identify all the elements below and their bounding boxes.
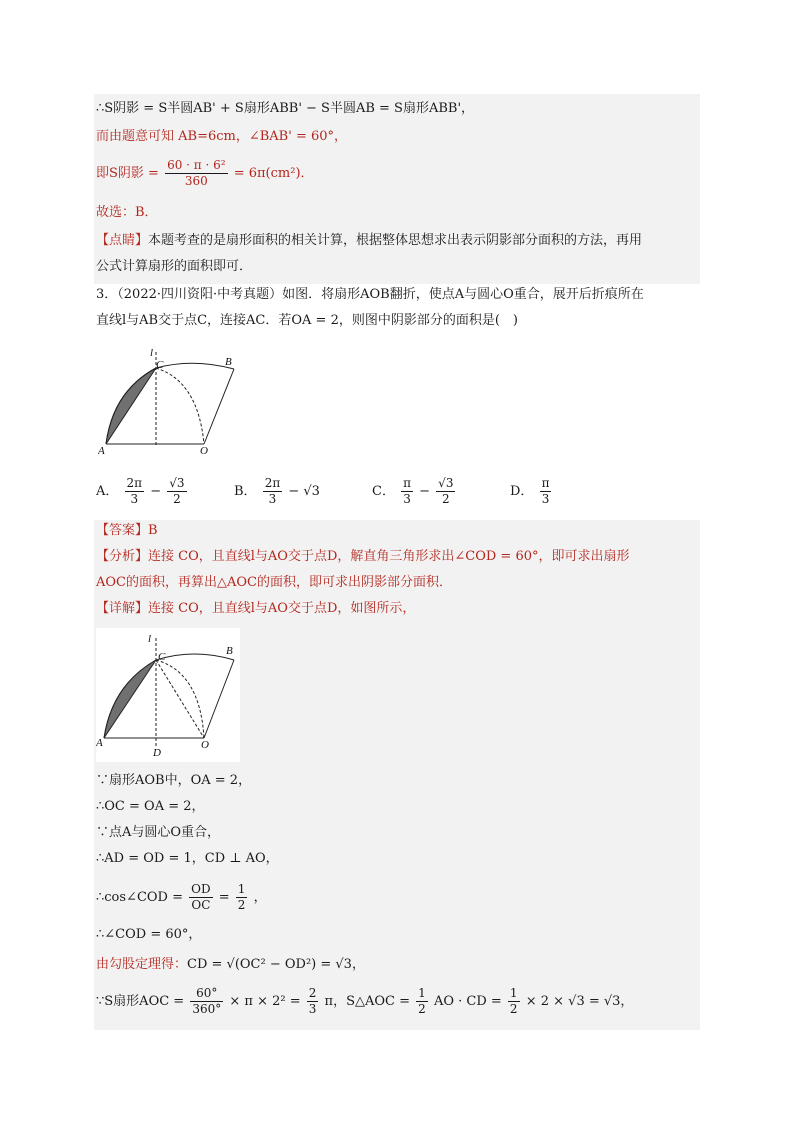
step-8-d1: 360° [192, 1002, 222, 1016]
detail-text-1: 连接 CO，且直线l与AO交于点D，如图所示， [148, 601, 416, 616]
option-B [234, 476, 320, 507]
option-D-frac [540, 476, 552, 507]
prev-fraction-num: 60 · π · 6² [167, 158, 226, 172]
question-line-2: 直线l与AB交于点C，连接AC．若OA = 2，则图中阴影部分的面积是( ) [96, 313, 518, 328]
label2-l: l [148, 633, 152, 645]
label-O: O [200, 445, 208, 457]
option-B-den: 3 [268, 492, 277, 506]
analysis-line-1 [96, 548, 630, 566]
shaded-segment [106, 368, 156, 444]
step-8 [96, 986, 633, 1018]
label2-C: C [158, 651, 166, 663]
label2-A: A [96, 737, 103, 749]
step-8-d3: 2 [418, 1002, 426, 1016]
prev-comment-line-2: 公式计算扇形的面积即可． [96, 259, 253, 274]
option-C-label: C． [372, 484, 395, 499]
step-8-d2: 3 [308, 1002, 317, 1016]
option-B-frac [263, 476, 283, 507]
label-l: l [150, 347, 154, 359]
step-8-frac1 [190, 986, 223, 1017]
comment-text: 本题考查的是扇形面积的相关计算，根据整体思想求出表示阴影部分面积的方法，再用 [148, 233, 643, 248]
step-7 [96, 956, 365, 974]
label2-B: B [226, 645, 233, 657]
prev-formula-result: = 6π(cm²)． [233, 166, 314, 181]
shaded-segment-2 [104, 660, 156, 738]
step-5-num2: 1 [237, 882, 246, 896]
label2-O: O [201, 739, 209, 751]
option-C-frac1 [401, 476, 413, 507]
step-5-frac1 [189, 882, 212, 913]
analysis-text-1: 连接 CO，且直线l与AO交于点D，解直角三角形求出∠COD = 60°，即可求出扇形 [148, 549, 630, 564]
step-7-text: CD = √(OC² − OD²) = √3， [187, 957, 365, 972]
option-A-num: 2π [126, 476, 143, 490]
label-B: B [225, 356, 232, 368]
prev-line-2: 而由题意可知 AB=6cm，∠BAB' = 60°， [96, 129, 348, 144]
step-8-n4: 1 [509, 986, 518, 1000]
step-5-prefix: ∴cos∠COD = [96, 890, 183, 905]
option-B-num: 2π [264, 476, 281, 490]
option-A-label: A． [96, 484, 119, 499]
analysis-line-2: AOC的面积，再算出△AOC的面积，即可求出阴影部分面积． [96, 575, 452, 590]
step-8-frac2 [307, 986, 319, 1017]
step-8-mid2: π，S△AOC = [324, 994, 411, 1009]
prev-fraction [165, 158, 228, 189]
radius-OB [204, 369, 234, 444]
option-C [372, 476, 457, 507]
step-5-post: ， [253, 890, 267, 905]
step-3: ∵点A与圆心O重合， [96, 825, 221, 840]
option-A-den: 3 [130, 492, 139, 506]
step-5-den: OC [191, 898, 211, 912]
label-A: A [98, 445, 105, 457]
answer-value: B [148, 523, 158, 538]
option-D-den: 3 [541, 492, 550, 506]
detail-tag: 【详解】 [96, 601, 149, 616]
step-1: ∵扇形AOB中，OA = 2， [96, 773, 252, 788]
option-C-den: 3 [403, 492, 411, 506]
option-D-label: D． [510, 484, 534, 499]
prev-line-3 [96, 158, 314, 190]
prev-line-1: ∴S阴影 = S半圆AB' + S扇形ABB' − S半圆AB = S扇形ABB'， [96, 101, 475, 116]
option-A-minus: − [150, 484, 162, 499]
option-D [510, 476, 553, 507]
option-A-frac1 [125, 476, 145, 507]
radius-OB-2 [204, 660, 234, 738]
step-8-end: × 2 × √3 = √3， [525, 994, 634, 1009]
step-8-prefix: ∵S扇形AOC = [96, 994, 185, 1009]
prev-fraction-den: 360 [184, 174, 208, 188]
option-A-den2: 2 [173, 492, 181, 506]
question-line-1: 3．（2022·四川资阳·中考真题）如图．将扇形AOB翻折，使点A与圆心O重合，展开后折痕所在 [96, 287, 644, 302]
step-6: ∴∠COD = 60°， [96, 927, 202, 942]
option-C-num: π [403, 476, 411, 490]
prev-comment-line [96, 232, 642, 250]
option-C-num2: √3 [438, 476, 454, 490]
step-5-frac2 [236, 882, 248, 913]
option-A [96, 476, 189, 507]
label-C: C [156, 359, 164, 371]
prev-line-4: 故选：B． [96, 205, 158, 220]
step-5-eq: = [218, 890, 230, 905]
step-8-n1: 60° [190, 986, 223, 1002]
option-D-num: π [541, 476, 550, 490]
segment-CO [156, 660, 204, 738]
step-7-tag: 由勾股定理得： [96, 957, 188, 972]
step-8-mid: × π × 2² = [229, 994, 301, 1009]
step-8-frac4 [508, 986, 520, 1017]
step-8-frac3 [416, 986, 428, 1017]
option-A-frac2 [167, 476, 186, 507]
option-C-frac2 [436, 476, 455, 507]
detail-line-1 [96, 600, 415, 618]
question-figure [98, 346, 248, 458]
solution-figure [96, 630, 240, 760]
step-8-mid3: AO · CD = [433, 994, 502, 1009]
analysis-tag: 【分析】 [96, 549, 149, 564]
step-4: ∴AD = OD = 1，CD ⊥ AO， [96, 851, 279, 866]
answer-tag: 【答案】 [96, 523, 149, 538]
option-A-num2: √3 [169, 476, 185, 490]
step-8-d4: 2 [509, 1002, 518, 1016]
option-C-den2: 2 [441, 492, 450, 506]
step-5-num: OD [191, 882, 211, 896]
step-8-n2: 2 [308, 986, 317, 1000]
prev-formula-prefix: 即S阴影 = [96, 166, 159, 181]
step-8-n3: 1 [418, 986, 426, 1000]
option-B-label: B． [234, 484, 257, 499]
step-5-den2: 2 [237, 898, 246, 912]
option-C-minus: − [419, 484, 431, 499]
step-5 [96, 882, 267, 914]
comment-tag: 【点睛】 [96, 233, 149, 248]
label2-D: D [153, 747, 161, 759]
folded-arc [156, 368, 204, 444]
step-2: ∴OC = OA = 2， [96, 799, 205, 814]
option-B-rest: − √3 [288, 484, 320, 499]
answer-line [96, 522, 158, 540]
